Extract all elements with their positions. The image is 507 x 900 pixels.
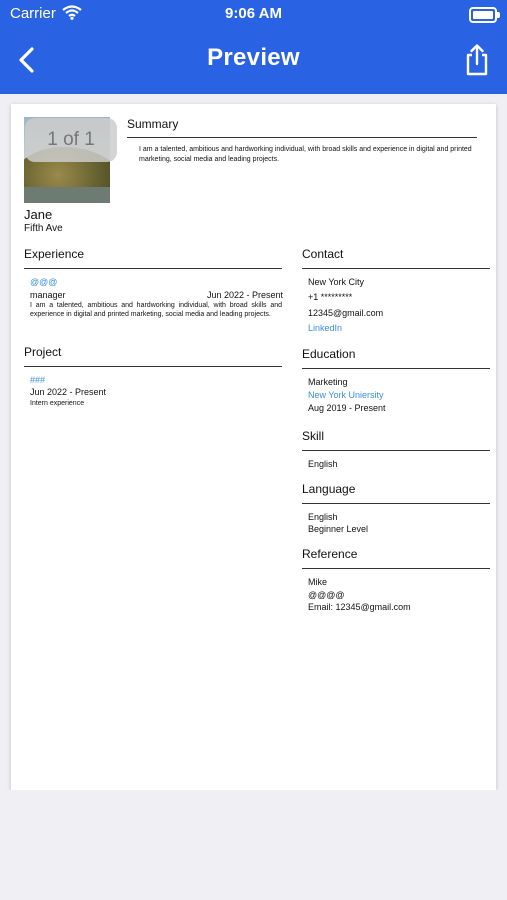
reference-company: @@@@ xyxy=(308,590,345,600)
status-time: 9:06 AM xyxy=(225,5,282,22)
education-heading: Education xyxy=(302,347,356,361)
experience-heading: Experience xyxy=(24,247,85,261)
skill-heading: Skill xyxy=(302,429,325,443)
reference-email: Email: 12345@gmail.com xyxy=(308,602,411,612)
education-dates: Aug 2019 - Present xyxy=(308,403,386,413)
status-bar xyxy=(0,0,507,28)
reference-heading: Reference xyxy=(302,547,358,561)
resume-address: Fifth Ave xyxy=(24,223,63,234)
contact-phone: +1 ********* xyxy=(308,292,353,302)
background-area xyxy=(0,790,507,900)
experience-company: @@@ xyxy=(30,277,58,287)
linkedin-link[interactable]: LinkedIn xyxy=(308,323,343,333)
contact-heading: Contact xyxy=(302,247,344,261)
contact-email: 12345@gmail.com xyxy=(308,308,384,318)
carrier-label: Carrier xyxy=(10,5,56,22)
experience-role: manager xyxy=(30,290,66,300)
language-heading: Language xyxy=(302,482,356,496)
skill-divider xyxy=(302,450,490,451)
page-title: Preview xyxy=(207,44,300,71)
education-school: New York Uniersity xyxy=(308,390,384,400)
page-indicator: 1 of 1 xyxy=(25,118,117,162)
language-divider xyxy=(302,503,490,504)
share-icon xyxy=(459,42,495,78)
summary-heading: Summary xyxy=(127,117,179,131)
education-divider xyxy=(302,368,490,369)
experience-dates: Jun 2022 - Present xyxy=(206,290,283,300)
resume-name: Jane xyxy=(24,207,53,222)
project-description: Intern experience xyxy=(30,400,85,407)
experience-divider xyxy=(24,268,282,269)
reference-divider xyxy=(302,568,490,569)
skill-item: English xyxy=(308,459,338,469)
contact-city: New York City xyxy=(308,277,365,287)
navigation-bar xyxy=(0,0,507,94)
project-dates: Jun 2022 - Present xyxy=(30,387,107,397)
reference-name: Mike xyxy=(308,577,328,587)
project-heading: Project xyxy=(24,345,62,359)
project-name: ### xyxy=(30,375,46,385)
project-divider xyxy=(24,366,282,367)
language-name: English xyxy=(308,512,338,522)
share-button[interactable] xyxy=(459,42,495,78)
battery-icon xyxy=(469,7,497,23)
education-major: Marketing xyxy=(308,377,348,387)
resume-preview[interactable] xyxy=(11,104,496,790)
summary-divider xyxy=(127,137,477,138)
experience-description: I am a talented, ambitious and hardworking individual, with broad skills and experience in digital and printed marketing, social media and leading projects. xyxy=(30,302,282,318)
contact-divider xyxy=(302,268,490,269)
summary-text: I am a talented, ambitious and hardworking individual, with broad skills and experience in digital and printed marketing, social media and leading projects. xyxy=(139,146,472,163)
language-level: Beginner Level xyxy=(308,524,369,534)
